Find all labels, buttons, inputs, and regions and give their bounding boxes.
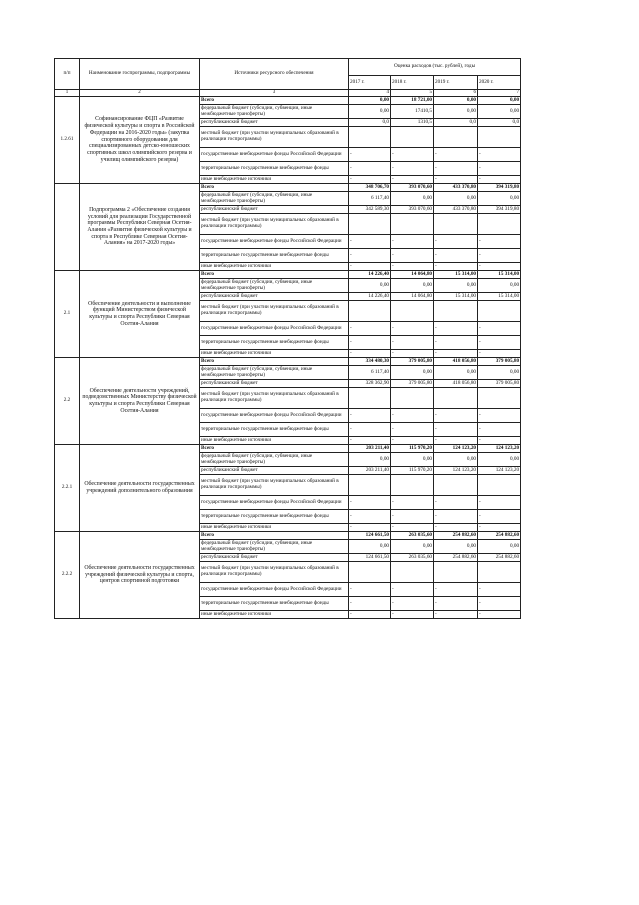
amount-cell: - <box>349 263 391 271</box>
header-year: 2017 г. <box>349 76 391 90</box>
table-row <box>55 445 521 453</box>
amount-cell: 379 005,80 <box>478 358 521 366</box>
amount-cell <box>478 127 521 148</box>
amount-cell: 14 226,40 <box>349 271 391 279</box>
program-name: Подпрограмма 2 «Обеспечение создания условий для реализации Государственной программы Республики Северная Осетия-Алания «Развитие физической культуры и спорта в Республике Северная Осетия-Алания» на 2017-2020 годы» <box>80 184 200 271</box>
amount-cell: 1310,5 <box>391 119 434 127</box>
amount-cell: - <box>349 336 391 350</box>
funding-source: федеральный бюджет (субсидии, субвенции, иные межбюджетные трансферты) <box>200 453 349 467</box>
amount-cell <box>391 214 434 235</box>
amount-cell: 203 211,40 <box>349 467 391 475</box>
amount-cell <box>434 301 478 322</box>
amount-cell: 0,00 <box>349 279 391 293</box>
amount-cell: - <box>478 350 521 358</box>
amount-cell: 18 721,00 <box>391 97 434 105</box>
amount-cell <box>391 301 434 322</box>
amount-cell: 15 314,00 <box>434 271 478 279</box>
amount-cell: 393 070,60 <box>391 206 434 214</box>
amount-cell <box>434 388 478 409</box>
column-index: 4 <box>349 90 391 97</box>
amount-cell: - <box>478 148 521 162</box>
funding-source: государственные внебюджетные фонды Российской Федерации <box>200 409 349 423</box>
amount-cell: - <box>391 249 434 263</box>
amount-cell: - <box>478 336 521 350</box>
amount-cell: - <box>478 409 521 423</box>
amount-cell: 254 882,60 <box>478 554 521 562</box>
amount-cell: 254 882,60 <box>478 532 521 540</box>
amount-cell: - <box>478 524 521 532</box>
funding-source: республиканский бюджет <box>200 293 349 301</box>
amount-cell: 0,00 <box>478 192 521 206</box>
table-row <box>55 532 521 540</box>
amount-cell: - <box>434 611 478 619</box>
header-year: 2020 г. <box>478 76 521 90</box>
amount-cell: - <box>349 235 391 249</box>
amount-cell <box>478 388 521 409</box>
funding-source: федеральный бюджет (субсидии, субвенции, иные межбюджетные трансферты) <box>200 279 349 293</box>
amount-cell: 394 319,80 <box>478 184 521 192</box>
funding-source: местный бюджет (при участии муниципальных образований в реализации госпрограммы) <box>200 475 349 496</box>
amount-cell: 0,00 <box>434 279 478 293</box>
amount-cell <box>349 475 391 496</box>
amount-cell: 0,00 <box>434 192 478 206</box>
table-row <box>55 184 521 192</box>
program-name: Обеспечение деятельности государственных учреждений дополнительного образования <box>80 445 200 532</box>
amount-cell: - <box>391 409 434 423</box>
amount-cell: 14 226,40 <box>349 293 391 301</box>
funding-source: территориальные государственные внебюджетные фонды <box>200 336 349 350</box>
amount-cell: 334 480,30 <box>349 358 391 366</box>
amount-cell: 15 314,00 <box>434 293 478 301</box>
column-index: 3 <box>200 90 349 97</box>
program-name: Обеспечение деятельности учреждений, подведомственных Министерству физической культуры и спорта Республики Северная Осетия-Алания <box>80 358 200 445</box>
column-index: 7 <box>478 90 521 97</box>
amount-cell <box>391 388 434 409</box>
header-estimate: Оценка расходов (тыс. рублей), годы <box>349 59 521 76</box>
amount-cell <box>478 475 521 496</box>
amount-cell: 124 123,20 <box>434 467 478 475</box>
column-index: 5 <box>391 90 434 97</box>
amount-cell: 0,00 <box>349 453 391 467</box>
funding-source: Всего <box>200 358 349 366</box>
amount-cell: - <box>391 583 434 597</box>
amount-cell: 203 211,40 <box>349 445 391 453</box>
amount-cell: 0,00 <box>478 105 521 119</box>
header-year: 2019 г. <box>434 76 478 90</box>
amount-cell: - <box>349 350 391 358</box>
header-num: п/п <box>55 59 80 90</box>
amount-cell <box>349 214 391 235</box>
amount-cell: - <box>434 583 478 597</box>
amount-cell: - <box>391 524 434 532</box>
amount-cell: 124 123,20 <box>478 467 521 475</box>
program-name: Софинансирование ФЦП «Развитие физической культуры и спорта в Российской Федерации на 2016-2020 годы» (закупка спортивного оборудования для специализированных детско-юношеских спортивных школ олимпийского резерва и училищ олимпийского резерва) <box>80 97 200 184</box>
funding-source: Всего <box>200 271 349 279</box>
amount-cell: 342 589,30 <box>349 206 391 214</box>
amount-cell <box>434 214 478 235</box>
amount-cell: - <box>434 350 478 358</box>
amount-cell: 0,00 <box>391 540 434 554</box>
funding-source: республиканский бюджет <box>200 119 349 127</box>
funding-source: Всего <box>200 532 349 540</box>
amount-cell: 0,00 <box>478 366 521 380</box>
amount-cell <box>434 127 478 148</box>
amount-cell: - <box>478 176 521 184</box>
amount-cell: - <box>391 611 434 619</box>
amount-cell: 14 064,80 <box>391 293 434 301</box>
amount-cell: 263 035,60 <box>391 554 434 562</box>
amount-cell: 0,00 <box>434 366 478 380</box>
amount-cell: 418 056,80 <box>434 358 478 366</box>
amount-cell: - <box>349 176 391 184</box>
amount-cell: - <box>391 437 434 445</box>
amount-cell: 115 970,20 <box>391 467 434 475</box>
amount-cell: - <box>391 510 434 524</box>
amount-cell: 254 882,60 <box>434 554 478 562</box>
amount-cell: 0,0 <box>478 119 521 127</box>
item-number: 1.2.61 <box>55 97 80 184</box>
amount-cell: - <box>391 263 434 271</box>
funding-source: территориальные государственные внебюджетные фонды <box>200 510 349 524</box>
header-name: Наименование госпрограммы, подпрограммы <box>80 59 200 90</box>
item-number: 2.2 <box>55 358 80 445</box>
funding-source: местный бюджет (при участии муниципальных образований в реализации госпрограммы) <box>200 214 349 235</box>
funding-source: территориальные государственные внебюджетные фонды <box>200 249 349 263</box>
amount-cell: 115 970,20 <box>391 445 434 453</box>
amount-cell: 0,00 <box>434 97 478 105</box>
amount-cell: 379 005,80 <box>478 380 521 388</box>
funding-source: территориальные государственные внебюджетные фонды <box>200 162 349 176</box>
column-index: 6 <box>434 90 478 97</box>
amount-cell: - <box>391 148 434 162</box>
funding-source: иные внебюджетные источники <box>200 611 349 619</box>
amount-cell <box>349 301 391 322</box>
funding-source: местный бюджет (при участии муниципальных образований в реализации госпрограммы) <box>200 388 349 409</box>
amount-cell: 379 005,80 <box>391 358 434 366</box>
header-source: Источники ресурсного обеспечения <box>200 59 349 90</box>
funding-source: государственные внебюджетные фонды Российской Федерации <box>200 322 349 336</box>
amount-cell: - <box>478 423 521 437</box>
amount-cell <box>434 562 478 583</box>
amount-cell: 0,00 <box>349 540 391 554</box>
amount-cell: - <box>434 263 478 271</box>
amount-cell: - <box>478 611 521 619</box>
funding-source: иные внебюджетные источники <box>200 350 349 358</box>
amount-cell: 0,00 <box>434 540 478 554</box>
item-number <box>55 184 80 271</box>
amount-cell: 0,00 <box>434 453 478 467</box>
amount-cell: 0,00 <box>478 279 521 293</box>
amount-cell <box>478 214 521 235</box>
amount-cell: - <box>478 597 521 611</box>
item-number: 2.2.1 <box>55 445 80 532</box>
amount-cell: - <box>434 162 478 176</box>
amount-cell: 0,00 <box>349 97 391 105</box>
program-name: Обеспечение деятельности государственных учреждений физической культуры и спорта, центров спортивной подготовки <box>80 532 200 619</box>
column-index: 2 <box>80 90 200 97</box>
amount-cell: - <box>478 235 521 249</box>
amount-cell: - <box>349 437 391 445</box>
funding-source: территориальные государственные внебюджетные фонды <box>200 423 349 437</box>
amount-cell: 124 123,20 <box>434 445 478 453</box>
funding-source: местный бюджет (при участии муниципальных образований в реализации госпрограммы) <box>200 301 349 322</box>
funding-source: Всего <box>200 97 349 105</box>
amount-cell: - <box>478 263 521 271</box>
item-number: 2.2.2 <box>55 532 80 619</box>
amount-cell: - <box>391 350 434 358</box>
amount-cell: - <box>434 510 478 524</box>
amount-cell: 433 370,80 <box>434 206 478 214</box>
amount-cell: - <box>434 597 478 611</box>
funding-source: местный бюджет (при участии муниципальных образований в реализации госпрограммы) <box>200 127 349 148</box>
amount-cell: - <box>478 583 521 597</box>
amount-cell: - <box>478 322 521 336</box>
funding-source: республиканский бюджет <box>200 380 349 388</box>
amount-cell: 124 661,50 <box>349 554 391 562</box>
amount-cell <box>478 562 521 583</box>
funding-source: федеральный бюджет (субсидии, субвенции, иные межбюджетные трансферты) <box>200 540 349 554</box>
amount-cell: - <box>349 162 391 176</box>
amount-cell: 0,00 <box>478 453 521 467</box>
amount-cell: - <box>434 409 478 423</box>
amount-cell: 433 370,80 <box>434 184 478 192</box>
amount-cell <box>434 475 478 496</box>
amount-cell: - <box>391 176 434 184</box>
funding-source: государственные внебюджетные фонды Российской Федерации <box>200 148 349 162</box>
amount-cell <box>349 127 391 148</box>
amount-cell: 328 362,90 <box>349 380 391 388</box>
amount-cell: - <box>349 611 391 619</box>
amount-cell: 0,0 <box>349 119 391 127</box>
amount-cell: - <box>349 496 391 510</box>
amount-cell: - <box>478 496 521 510</box>
table-body <box>55 97 521 619</box>
amount-cell: - <box>391 162 434 176</box>
amount-cell: - <box>478 510 521 524</box>
column-index: 1 <box>55 90 80 97</box>
amount-cell: - <box>391 597 434 611</box>
amount-cell: - <box>349 249 391 263</box>
amount-cell: 0,00 <box>391 453 434 467</box>
amount-cell: 263 035,60 <box>391 532 434 540</box>
funding-source: Всего <box>200 445 349 453</box>
funding-source: местный бюджет (при участии муниципальных образований в реализации госпрограммы) <box>200 562 349 583</box>
amount-cell: - <box>349 583 391 597</box>
table-row <box>55 97 521 105</box>
amount-cell: - <box>434 524 478 532</box>
amount-cell: - <box>434 336 478 350</box>
amount-cell: 0,00 <box>434 105 478 119</box>
amount-cell: - <box>391 423 434 437</box>
funding-source: федеральный бюджет (субсидии, субвенции, иные межбюджетные трансферты) <box>200 105 349 119</box>
amount-cell: - <box>434 235 478 249</box>
funding-source: территориальные государственные внебюджетные фонды <box>200 597 349 611</box>
amount-cell: 0,00 <box>478 540 521 554</box>
amount-cell: 14 064,80 <box>391 271 434 279</box>
funding-source: федеральный бюджет (субсидии, субвенции, иные межбюджетные трансферты) <box>200 366 349 380</box>
amount-cell <box>391 475 434 496</box>
funding-source: государственные внебюджетные фонды Российской Федерации <box>200 496 349 510</box>
budget-table <box>54 58 521 619</box>
amount-cell: 0,00 <box>391 366 434 380</box>
amount-cell: - <box>434 437 478 445</box>
amount-cell: - <box>434 148 478 162</box>
funding-source: иные внебюджетные источники <box>200 524 349 532</box>
amount-cell: 124 123,20 <box>478 445 521 453</box>
amount-cell <box>478 301 521 322</box>
funding-source: Всего <box>200 184 349 192</box>
amount-cell: 6 117,40 <box>349 192 391 206</box>
amount-cell: 0,00 <box>478 97 521 105</box>
program-name: Обеспечение деятельности и выполнение функций Министерством физической культуры и спорта Республики Северная Осетия-Алания <box>80 271 200 358</box>
amount-cell: - <box>478 162 521 176</box>
funding-source: государственные внебюджетные фонды Российской Федерации <box>200 583 349 597</box>
funding-source: иные внебюджетные источники <box>200 176 349 184</box>
amount-cell: 418 056,80 <box>434 380 478 388</box>
amount-cell: - <box>478 249 521 263</box>
table-row <box>55 358 521 366</box>
amount-cell: 0,00 <box>391 192 434 206</box>
amount-cell: 348 706,70 <box>349 184 391 192</box>
amount-cell: 15 314,00 <box>478 293 521 301</box>
funding-source: иные внебюджетные источники <box>200 437 349 445</box>
amount-cell <box>391 562 434 583</box>
amount-cell: - <box>391 496 434 510</box>
amount-cell: - <box>391 336 434 350</box>
amount-cell: - <box>434 249 478 263</box>
funding-source: федеральный бюджет (субсидии, субвенции, иные межбюджетные трансферты) <box>200 192 349 206</box>
funding-source: государственные внебюджетные фонды Российской Федерации <box>200 235 349 249</box>
amount-cell: 0,00 <box>391 279 434 293</box>
amount-cell: 0,0 <box>434 119 478 127</box>
funding-source: республиканский бюджет <box>200 554 349 562</box>
amount-cell <box>349 562 391 583</box>
amount-cell: - <box>349 409 391 423</box>
amount-cell: - <box>349 597 391 611</box>
amount-cell: - <box>349 423 391 437</box>
amount-cell <box>349 388 391 409</box>
amount-cell <box>391 127 434 148</box>
amount-cell: - <box>349 510 391 524</box>
header-year: 2018 г. <box>391 76 434 90</box>
amount-cell: - <box>349 524 391 532</box>
amount-cell: 0,00 <box>349 105 391 119</box>
amount-cell: 15 314,00 <box>478 271 521 279</box>
amount-cell: 394 319,80 <box>478 206 521 214</box>
amount-cell: 379 005,80 <box>391 380 434 388</box>
amount-cell: - <box>434 322 478 336</box>
amount-cell: - <box>434 176 478 184</box>
amount-cell: - <box>478 437 521 445</box>
amount-cell: - <box>434 423 478 437</box>
funding-source: иные внебюджетные источники <box>200 263 349 271</box>
amount-cell: 17410,5 <box>391 105 434 119</box>
amount-cell: - <box>434 496 478 510</box>
amount-cell: - <box>349 148 391 162</box>
funding-source: республиканский бюджет <box>200 206 349 214</box>
amount-cell: 6 117,40 <box>349 366 391 380</box>
table-row <box>55 271 521 279</box>
amount-cell: - <box>391 235 434 249</box>
amount-cell: 124 661,50 <box>349 532 391 540</box>
amount-cell: 393 070,60 <box>391 184 434 192</box>
item-number: 2.1 <box>55 271 80 358</box>
funding-source: республиканский бюджет <box>200 467 349 475</box>
amount-cell: - <box>391 322 434 336</box>
amount-cell: - <box>349 322 391 336</box>
amount-cell: 254 882,60 <box>434 532 478 540</box>
